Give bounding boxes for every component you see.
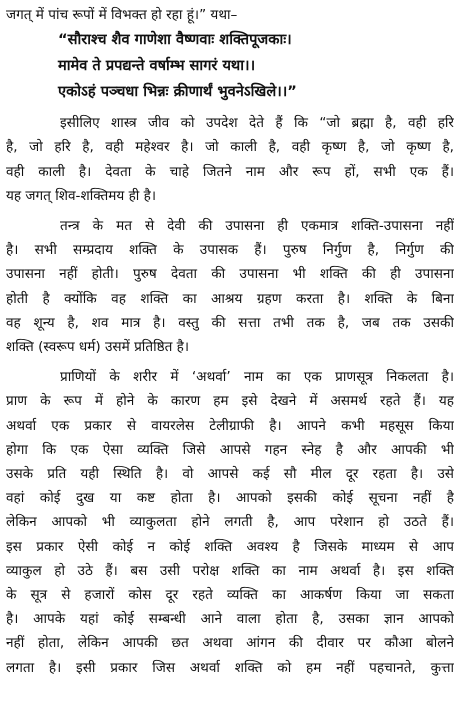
paragraph-line: लेकिन आपको भी व्याकुलता होने लगती है, आप परेशान हो उठते हैं। [6, 514, 454, 531]
paragraph-1 [6, 111, 454, 208]
paragraph-line: यह जगत् शिव-शक्तिमय ही है। [6, 187, 157, 204]
paragraph-line: है, जो हरि है, वही महेश्वर है। जो काली है, वही कृष्ण है, जो कृष्ण है, [6, 139, 454, 156]
paragraph-2 [6, 214, 454, 359]
paragraph-line: है। सभी सम्प्रदाय शक्ति के उपासक हैं। पुरुष निर्गुण है, निर्गुण की [6, 242, 454, 259]
paragraph-line: इसीलिए शास्त्र जीव को उपदेश देते हैं कि “जो ब्रह्मा है, वही हरि [60, 115, 454, 132]
verse-line-3: एकोऽहं पञ्चधा भिन्नः क्रीणार्थं भुवनेऽखिले।।” [58, 83, 297, 101]
paragraph-line: प्राण के रूप में होने के कारण हम इसे देखने में असमर्थ रहते हैं। यह [6, 393, 454, 410]
paragraph-line: नहीं होता, लेकिन आपकी छत अथवा आंगन की दीवार पर कौआ बोलने [6, 635, 454, 652]
paragraph-line: प्राणियों के शरीर में ‘अथर्वा’ नाम का एक प्राणसूत्र निकलता है। [60, 369, 454, 386]
paragraph-3 [6, 365, 454, 680]
paragraph-line: होती है क्योंकि वह शक्ति का आश्रय ग्रहण करता है। शक्ति के बिना [6, 290, 454, 307]
paragraph-line: अथर्वा एक प्रकार से वायरलेस टेलीग्राफी है। आपने कभी महसूस किया [6, 417, 454, 434]
paragraph-line: उसके प्रति यही स्थिति है। वो आपसे कई सौ मील दूर रहता है। उसे [6, 466, 454, 483]
paragraph-line: तन्त्र के मत से देवी की उपासना ही एकमात्र शक्ति-उपासना नहीं [60, 218, 454, 235]
paragraph-line: वही काली है। देवता के चाहे जितने नाम और रूप हों, सभी एक हैं। [6, 163, 454, 180]
paragraph-line: वह शून्य है, शव मात्र है। वस्तु की सत्ता तभी तक है, जब तक उसकी [6, 314, 454, 331]
paragraph-line: होगा कि एक ऐसा व्यक्ति जिसे आपसे गहन स्नेह है और आपकी भी [6, 441, 454, 458]
paragraph-line: के सूत्र से हजारों कोस दूर रहते व्यक्ति का आकर्षण किया जा सकता [6, 587, 454, 604]
verse-line-1: “सौराश्च शैव गाणेशा वैष्णवाः शक्तिपूजकाः। [58, 31, 292, 49]
paragraph-line: शक्ति (स्वरूप धर्म) उसमें प्रतिष्ठित है। [6, 339, 190, 356]
paragraph-line: लगता है। इसी प्रकार जिस अथर्वा शक्ति को हम नहीं पहचानते, कुत्ता [6, 659, 454, 676]
paragraph-line: उपासना नहीं होती। पुरुष देवता की उपासना भी शक्ति की ही उपासना [6, 266, 454, 283]
paragraph-line: व्याकुल हो उठे हैं। बस उसी परोक्ष शक्ति का नाम अथर्वा है। इस शक्ति [6, 562, 454, 579]
verse-line-2: मामेव ते प्रपद्यन्ते वर्षाम्भ सागरं यथा।। [58, 57, 256, 75]
paragraph-line: है। आपके यहां कोई सम्बन्धी आने वाला होता है, उसका ज्ञान आपको [6, 611, 454, 628]
paragraph-line: इस प्रकार ऐसी कोई न कोई शक्ति अवश्य है जिसके माध्यम से आप [6, 538, 454, 555]
paragraph-line: वहां कोई दुख या कष्ट होता है। आपको इसकी कोई सूचना नहीं है [6, 490, 454, 507]
intro-line: जगत् में पांच रूपों में विभक्त हो रहा हूं।” यथा– [6, 7, 238, 23]
